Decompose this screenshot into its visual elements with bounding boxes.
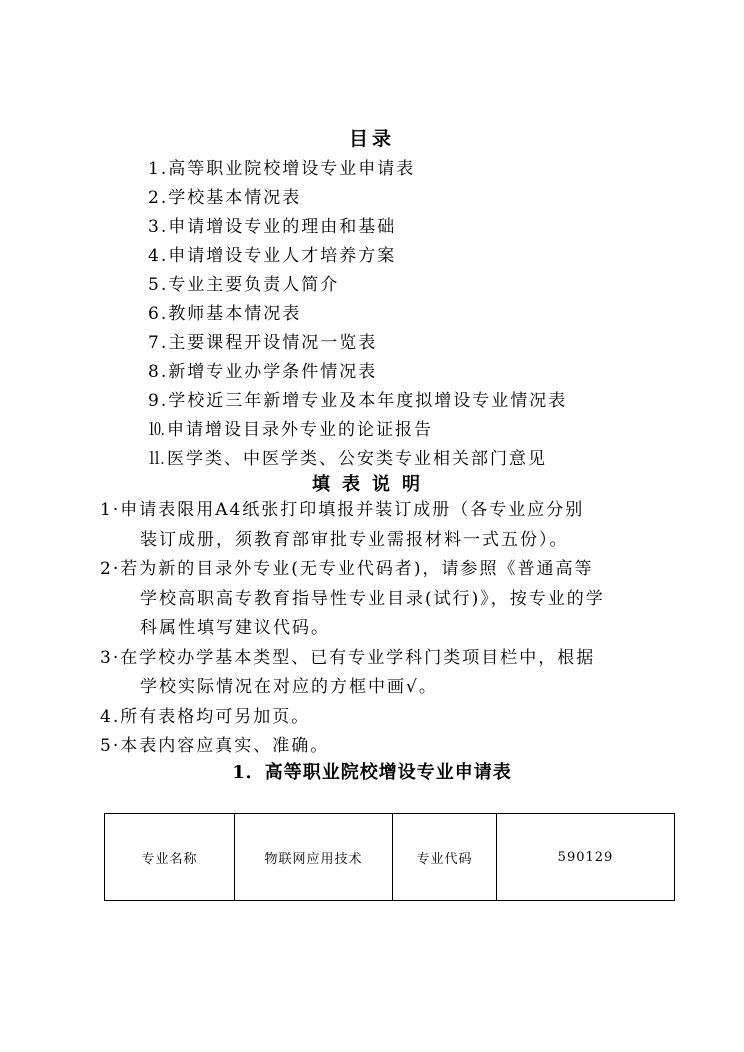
toc-item: 9.学校近三年新增专业及本年度拟增设专业情况表 <box>148 391 568 411</box>
toc-item: 3.申请增设专业的理由和基础 <box>148 217 397 237</box>
instructions-notes <box>100 496 660 762</box>
toc-item: 8.新增专业办学条件情况表 <box>148 362 378 382</box>
major-name-value: 物联网应用技术 <box>235 814 393 901</box>
instructions-title: 填表说明 <box>312 474 432 495</box>
toc-item: ⒑申请增设目录外专业的论证报告 <box>148 420 433 440</box>
form-title: 1．高等职业院校增设专业申请表 <box>232 762 512 783</box>
major-code-value: 590129 <box>497 814 675 901</box>
major-name-label: 专业名称 <box>105 814 235 901</box>
toc-item: 1.高等职业院校增设专业申请表 <box>148 159 416 179</box>
major-code-label: 专业代码 <box>393 814 497 901</box>
toc-item: 2.学校基本情况表 <box>148 188 302 208</box>
note-3-line-1: 3·在学校办学基本类型、已有专业学科门类项目栏中，根据 <box>100 647 596 668</box>
note-2-line-2: 学校高职高专教育指导性专业目录(试行)》，按专业的学 <box>140 588 605 609</box>
note-4-line-1: 4.所有表格均可另加页。 <box>100 706 311 727</box>
note-2-line-3: 科属性填写建议代码。 <box>140 618 330 638</box>
toc-item: 6.教师基本情况表 <box>148 304 302 324</box>
toc-item: 7.主要课程开设情况一览表 <box>148 333 378 353</box>
toc-item: 4.申请增设专业人才培养方案 <box>148 246 397 266</box>
note-2-line-1: 2·若为新的目录外专业(无专业代码者)，请参照《普通高等 <box>100 559 594 579</box>
toc-item: 5.专业主要负责人简介 <box>148 275 340 295</box>
note-3-line-2: 学校实际情况在对应的方框中画√。 <box>140 677 438 697</box>
toc-list <box>148 155 567 474</box>
note-1-line-2: 装订成册，须教育部审批专业需报材料一式五份）。 <box>140 529 569 550</box>
application-form-table <box>104 813 675 901</box>
note-1-line-1: 1·申请表限用A4纸张打印填报并装订成册（各专业应分别 <box>100 500 585 520</box>
toc-item: ⒒医学类、中医学类、公安类专业相关部门意见 <box>148 449 547 469</box>
table-row <box>105 814 675 901</box>
toc-title: 目录 <box>348 128 395 150</box>
note-5-line-1: 5·本表内容应真实、准确。 <box>100 736 330 756</box>
